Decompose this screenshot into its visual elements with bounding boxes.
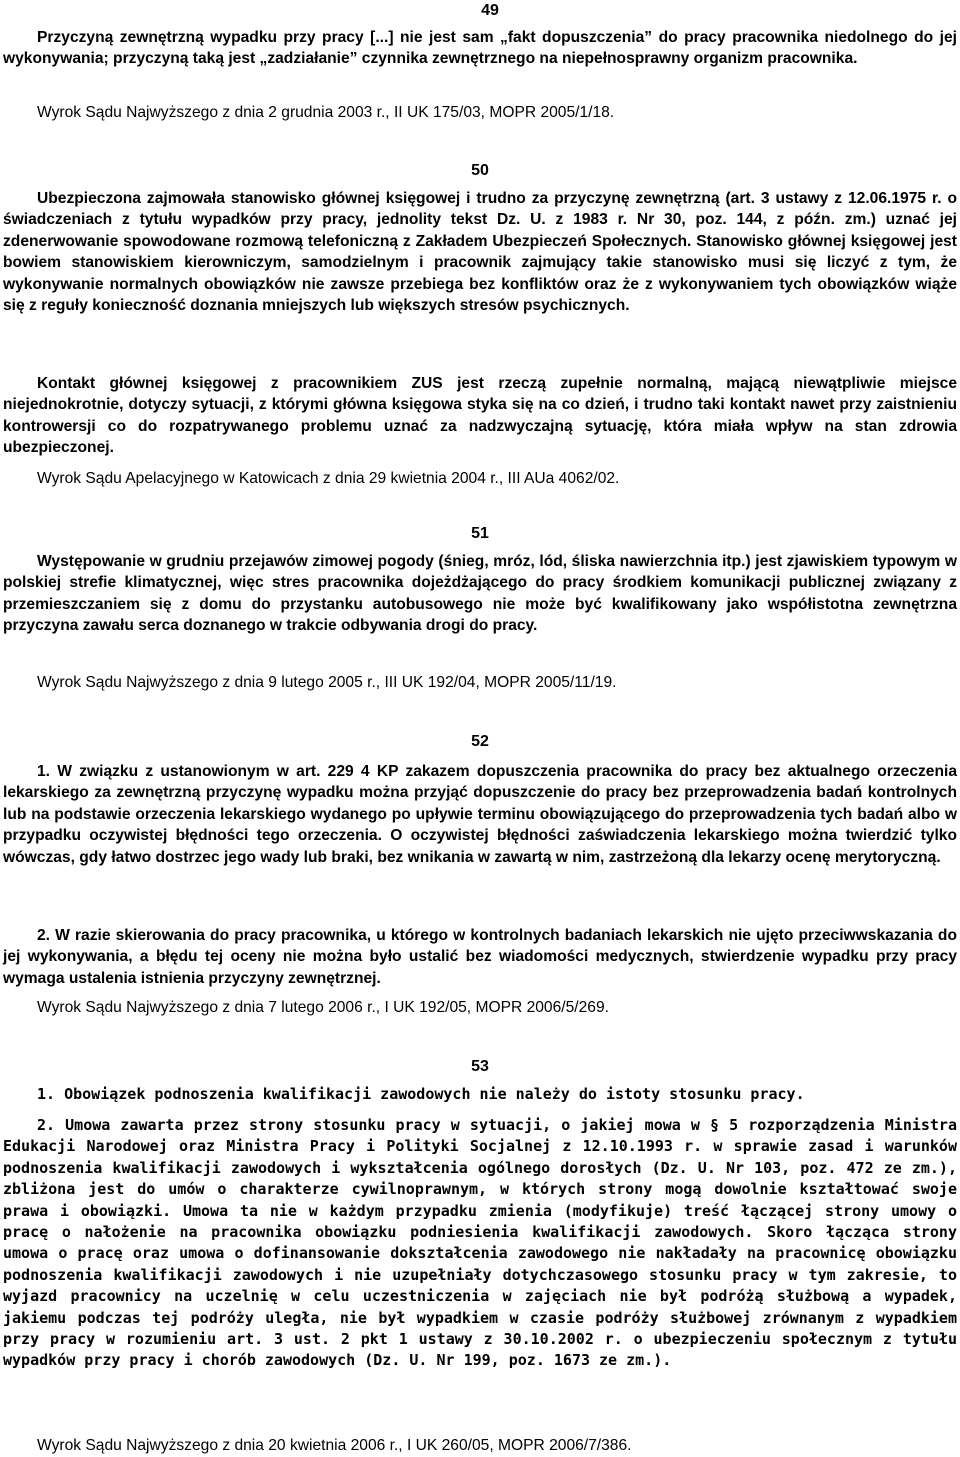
citation: Wyrok Sądu Najwyższego z dnia 2 grudnia 2003 r., II UK 175/03, MOPR 2005/1/18. — [37, 104, 615, 121]
section-text: 1. Obowiązek podnoszenia kwalifikacji zawodowych nie należy do istoty stosunku pracy. — [37, 1085, 805, 1103]
section-text: 2. W razie skierowania do pracy pracownika, u którego w kontrolnych badaniach lekarskich nie ujęto przeciwwskazania do jej wykonywania, a błędu tej oceny nie można było ustalić bez wiadomości medycznych, stwierdzenie wypadku przy pracy wymaga ustalenia istnienia przyczyny zewnętrznej. — [3, 927, 957, 987]
section-text: 1. W związku z ustanowionym w art. 229 4 KP zakazem dopuszczenia pracownika do pracy bez aktualnego orzeczenia lekarskiego za zewnętrzną przyczynę wypadku można przyjąć dopuszczenie do pracy bez przeprowadzenia badań kontrolnych lub na podstawie orzeczenia lekarskiego wydanego po upływie terminu obowiązującego do przeprowadzenia tych badań albo w przypadku oczywistej błędności tego orzeczenia. O oczywistej błędności zaświadczenia lekarskiego można twierdzić tylko wówczas, gdy łatwo dostrzec jego wady lub braki, bez wnikania w zawartą w nim, zastrzeżoną dla lekarzy ocenę merytoryczną. — [3, 763, 957, 866]
section-number: 50 — [471, 162, 489, 179]
citation: Wyrok Sądu Najwyższego z dnia 7 lutego 2006 r., I UK 192/05, MOPR 2006/5/269. — [37, 999, 609, 1016]
section-text: Kontakt głównej księgowej z pracownikiem ZUS jest rzeczą zupełnie normalną, mającą niewątpliwie miejsce niejednokrotnie, dotyczy sytuacji, z którymi główna księgowa styka się na co dzień, i trudno taki kontakt nawet przy zaistnieniu kontrowersji co do rozpatrywanego problemu uznać za nadzwyczajną sytuację, która miała wpływ na stan zdrowia ubezpieczonej. — [3, 375, 957, 457]
section-text: 2. Umowa zawarta przez strony stosunku pracy w sytuacji, o jakiej mowa w § 5 rozporządzenia Ministra Edukacji Narodowej oraz Ministra Pracy i Polityki Socjalnej z 12.10.1993 r. w sprawie zasad i warunków podnoszenia kwalifikacji zawodowych i wykształcenia ogólnego dorosłych (Dz. U. Nr 103, poz. 472 ze zm.), zbliżona jest do umów o charakterze cywilnoprawnym, w których strony mogą dowolnie kształtować swoje prawa i obowiązki. Umowa ta nie w każdym przypadku zmienia (modyfikuje) treść łączącej strony umowy o pracę o nałożenie na pracownika obowiązku podniesienia kwalifikacji zawodowych. Skoro łącząca strony umowa o pracę oraz umowa o dofinansowanie dokształcenia zawodowego nie nakładały na pracownicę obowiązku podnoszenia kwalifikacji zawodowych i nie uzupełniały dotychczasowego stosunku pracy w tym zakresie, to wyjazd pracownicy na uczelnię w celu uczestniczenia w zajęciach nie był podróżą służbową a wypadek, jakiemu podczas tej podróży uległa, nie był wypadkiem w czasie podróży służbowej zrównanym z wypadkiem przy pracy w rozumieniu art. 3 ust. 2 pkt 1 ustawy z 30.10.2002 r. o ubezpieczeniu społecznym z tytułu wypadków przy pracy i chorób zawodowych (Dz. U. Nr 199, poz. 1673 ze zm.). — [3, 1116, 957, 1370]
page-number: 49 — [481, 2, 499, 19]
citation: Wyrok Sądu Najwyższego z dnia 20 kwietnia 2006 r., I UK 260/05, MOPR 2006/7/386. — [37, 1437, 632, 1454]
section-text: Występowanie w grudniu przejawów zimowej pogody (śnieg, mróz, lód, śliska nawierzchnia itp.) jest zjawiskiem typowym w polskiej strefie klimatycznej, więc stres pracownika dojeżdżającego do pracy środkiem komunikacji publicznej związany z przemieszczaniem się z domu do przystanku autobusowego nie może być kwalifikowany jako współistotna zewnętrzna przyczyna zawału serca doznanego w trakcie odbywania drogi do pracy. — [3, 553, 957, 635]
section-number: 52 — [471, 733, 489, 750]
citation: Wyrok Sądu Apelacyjnego w Katowicach z dnia 29 kwietnia 2004 r., III AUa 4062/02. — [37, 470, 620, 487]
section-number: 53 — [471, 1058, 489, 1075]
citation: Wyrok Sądu Najwyższego z dnia 9 lutego 2005 r., III UK 192/04, MOPR 2005/11/19. — [37, 674, 617, 691]
section-text: Ubezpieczona zajmowała stanowisko głównej księgowej i trudno za przyczynę zewnętrzną (art. 3 ustawy z 12.06.1975 r. o świadczeniach z tytułu wypadków przy pracy, jednolity tekst Dz. U. z 1983 r. Nr 30, poz. 144, z późn. zm.) uznać jej zdenerwowanie spowodowane rozmową telefoniczną z Zakładem Ubezpieczeń Społecznych. Stanowisko głównej księgowej jest bowiem stanowiskiem kierowniczym, samodzielnym i pracownik zajmujący takie stanowisko musi się liczyć z tym, że wykonywanie normalnych obowiązków nie zawsze przebiega bez konfliktów oraz że z wykonywaniem tych obowiązków wiąże się z reguły konieczność doznania mniejszych lub większych stresów psychicznych. — [3, 190, 957, 315]
section-text: Przyczyną zewnętrzną wypadku przy pracy [...] nie jest sam „fakt dopuszczenia” do pracy pracownika niedolnego do jej wykonywania; przyczyną taką jest „zadziałanie” czynnika zewnętrznego na niepełnosprawny organizm pracownika. — [3, 29, 957, 68]
section-number: 51 — [471, 525, 489, 542]
